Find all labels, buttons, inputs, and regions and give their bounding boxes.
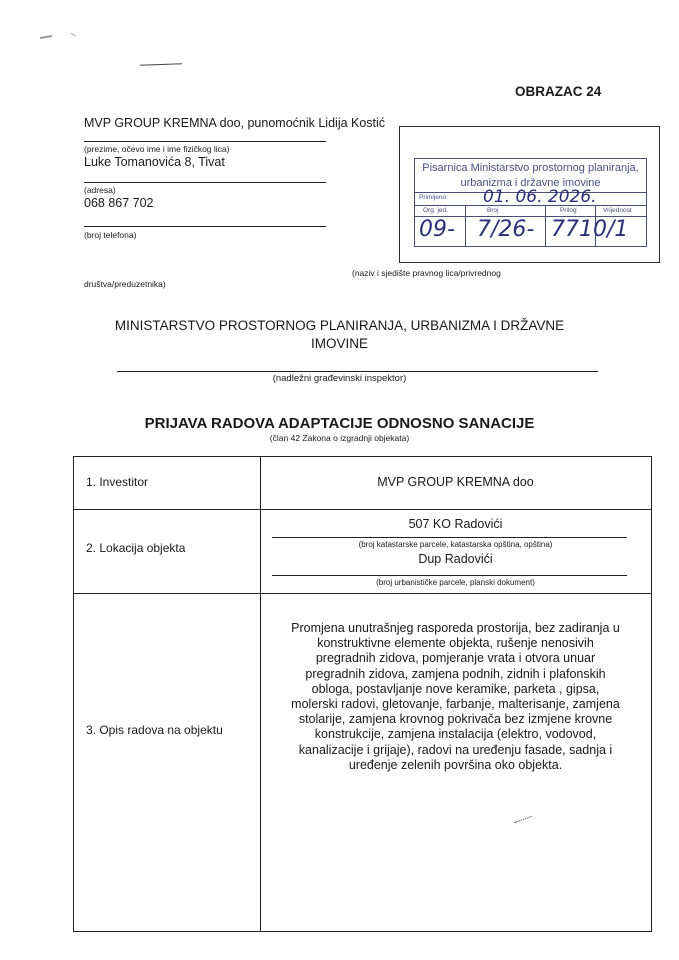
scan-mark [70,33,76,37]
applicant-address: Luke Tomanovića 8, Tivat [84,155,225,169]
description-line: stolarije, zamjena krovnog pokrivača bez izmjene krovne [298,712,613,727]
authority-name-line2: IMOVINE [310,336,368,351]
legal-entity-caption-cont: društva/preduzetnika) [84,279,166,289]
description-line: molerski radovi, gletovanje, farbanje, malterisanje, zamjena [291,697,620,712]
document-subtitle: (član 42 Zakona o izgradnji objekata) [269,433,410,443]
authority-name-line1: MINISTARSTVO PROSTORNOG PLANIRANJA, URBANIZMA I DRŽAVNE [114,318,565,333]
divider [84,226,326,227]
applicant-name: MVP GROUP KREMNA doo, punomoćnik Lidija Kostić [84,116,386,130]
stamp-col-org: Org. jed. [423,207,448,214]
scan-mark [40,35,52,39]
document-title: PRIJAVA RADOVA ADAPTACIJE ODNOSNO SANACIJE [144,415,535,432]
legal-entity-caption: (naziv i sjedište pravnog lica/privrednog [352,268,501,278]
investor-label: 1. Investitor [86,475,149,489]
table-row-divider [74,509,651,510]
report-table [73,456,652,932]
stamp-col-number: Broj [487,207,499,214]
description-line: pregradnih zidova, zamjena podnih, zidnih i plafonskih [305,666,606,681]
table-row-divider [74,593,651,594]
applicant-address-caption: (adresa) [84,185,116,195]
description-line: uređenje zelenih površina oko objekta. [348,757,563,772]
stamp-title-line2: urbanizma i državne imovine [460,177,601,189]
stamp-received-label: Primljeno: [419,194,448,201]
stamp-col-divider [465,205,466,246]
location-label: 2. Lokacija objekta [86,541,186,555]
applicant-name-caption: (prezime, očevo ime i ime fizičkog lica) [84,144,230,154]
registry-stamp [399,126,660,263]
stamp-box [414,158,647,247]
investor-value: MVP GROUP KREMNA doo [377,475,534,489]
stamp-col-divider [545,205,546,246]
stamp-value-number: 7/26- [477,217,535,242]
stamp-value-attach: 7710/1 [551,217,629,242]
urban-underline [272,575,627,576]
stamp-col-attach: Prilog [560,207,577,214]
description-line: konstrukcije, zamjena instalacija (elektro, vodovod, [314,727,597,742]
cadastral-underline [272,537,627,538]
works-description-label: 3. Opis radova na objektu [86,723,223,737]
form-number: OBRAZAC 24 [515,84,602,99]
divider [84,182,326,183]
pen-mark [514,816,531,823]
authority-caption: (nadležni građevinski inspektor) [272,373,407,384]
description-line: kanalizacije i grijaje), radovi na uređenju fasade, sadnja i [298,742,613,757]
stamp-received-date: 01. 06. 2026. [483,187,597,207]
description-line: konstruktivne elemente objekta, rušenje nenosivih [317,636,594,651]
divider [84,141,326,142]
description-line: Promjena unutrašnjeg rasporeda prostorija, bez zadiranja u [291,621,620,635]
applicant-phone-caption: (broj telefona) [84,230,137,240]
description-line: obloga, postavljanje nove keramike, parketa , gipsa, [311,681,600,696]
authority-underline [117,371,598,372]
cadastral-parcel-value: 507 KO Radovići [408,517,503,531]
cadastral-caption: (broj katastarske parcele, katastarska opština, opština) [358,540,553,549]
stamp-title-line1: Pisarnica Ministarstvo prostornog planiranja, [422,162,639,174]
stamp-row-line [415,205,646,206]
stamp-value-org: 09- [419,217,455,242]
urban-parcel-value: Dup Radovići [418,552,493,566]
scan-mark [140,63,182,65]
description-line: pregradnih zidova, pomjeranje vrata i otvora unuar [315,651,596,666]
stamp-col-value: Vrijednost [603,207,632,214]
urban-caption: (broj urbanističke parcele, planski dokument) [376,578,535,587]
applicant-phone: 068 867 702 [84,196,154,210]
works-description [260,621,651,773]
